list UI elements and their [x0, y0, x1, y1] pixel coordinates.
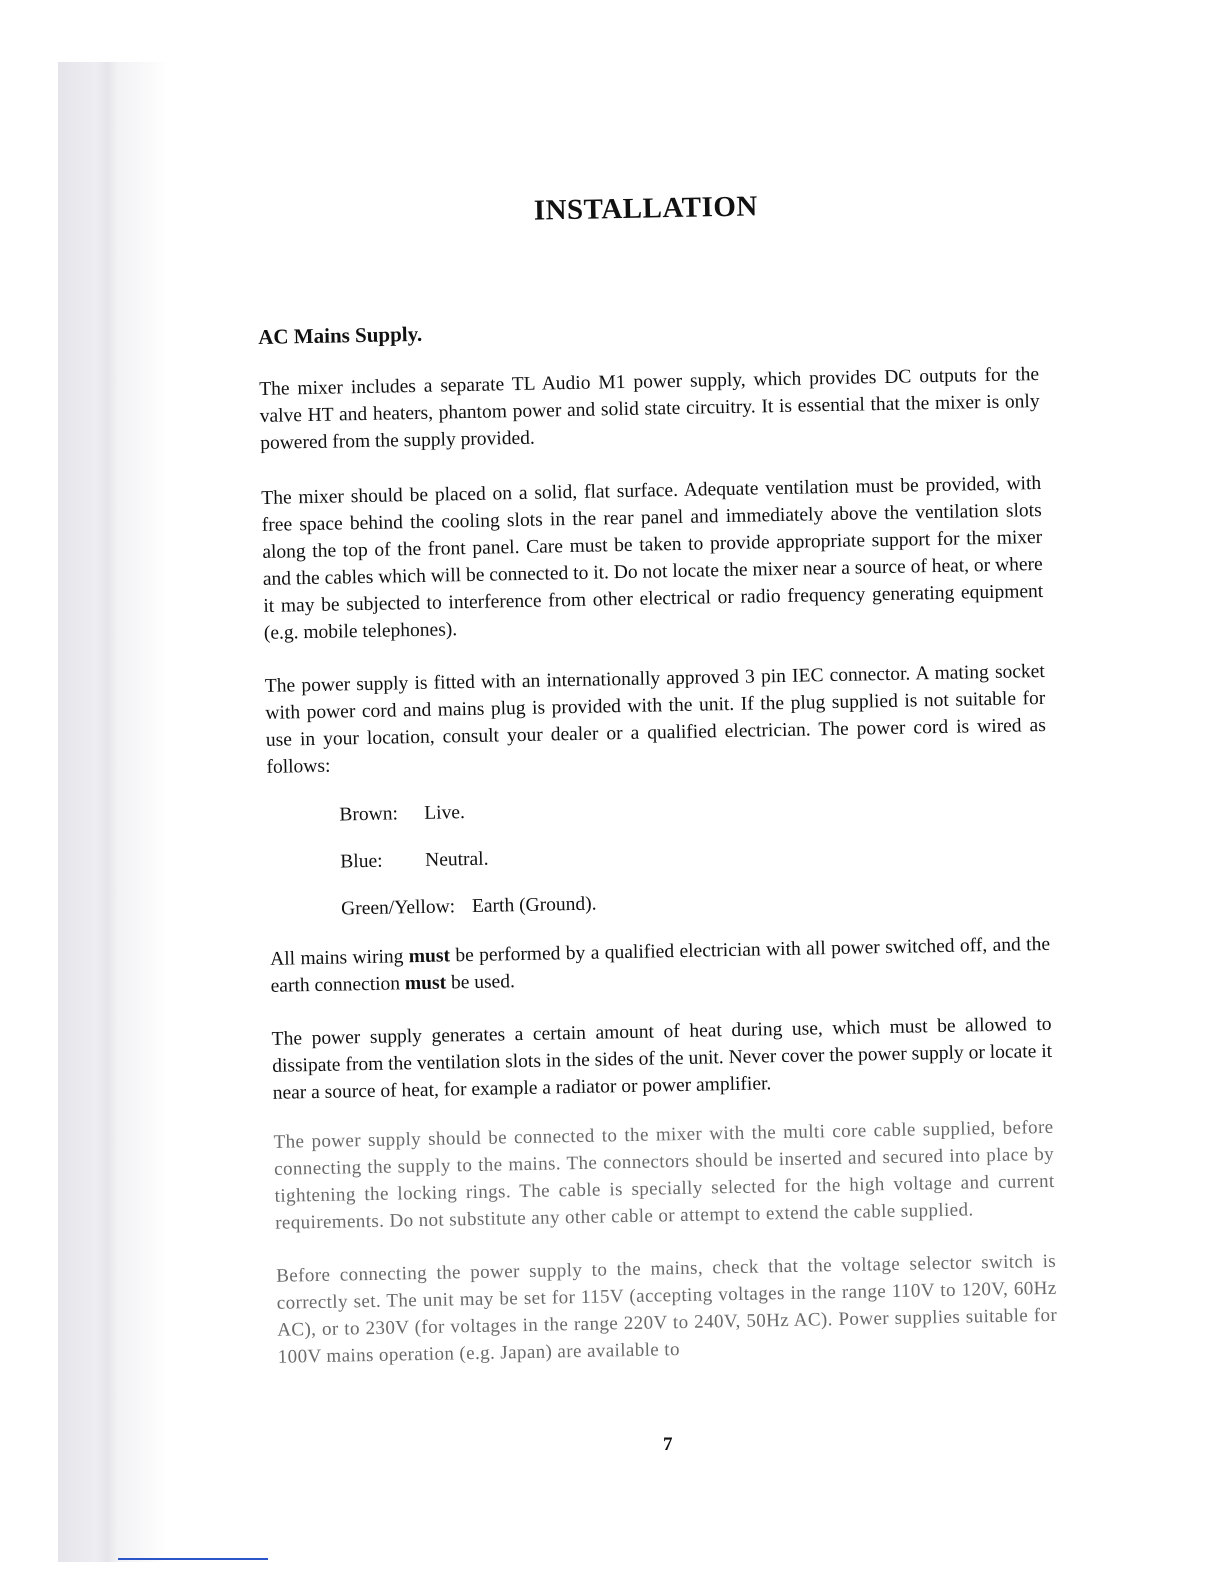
- warning-emphasis: must: [408, 945, 451, 968]
- wiring-row: [339, 788, 1047, 829]
- paragraph-placement: The mixer should be placed on a solid, flat surface. Adequate ventilation must be provided, with free space behind the cooling slots in the rear panel and immediately above the ventilation slots along the top of the front panel. Care must be taken to provide appropriate support for the mixer and the cables which will be connected to it. Do not locate the mixer near a source of heat, or where it may be subjected to interference from other electrical or radio frequency generating equipment (e.g. mobile telephones).: [261, 472, 1044, 644]
- wire-color-label: Green/Yellow:: [341, 896, 456, 920]
- bottom-rule: [118, 1558, 268, 1560]
- paragraph-mains-wiring-warning: [270, 931, 1051, 1000]
- paragraph-iec-connector: The power supply is fitted with an internationally approved 3 pin IEC connector. A mating socket with power cord and mains plug is provided with the unit. If the plug supplied is not suitable for use in your location, consult your dealer or a qualified electrician. The power cord is wired as follows:: [264, 660, 1047, 778]
- warning-text: be performed by a qualified electrician with all power switched off, and the earth connection: [270, 933, 1051, 997]
- warning-text: All mains wiring: [269, 946, 410, 970]
- wire-color-label: Brown:: [339, 803, 399, 826]
- wire-color-label: Blue:: [340, 850, 383, 873]
- paragraph-heat-dissipation: The power supply generates a certain amount of heat during use, which must be allowed to dissipate from the ventilation slots in the sides of the unit. Never cover the power supply or locate it near a source of heat, for example a radiator or power amplifier.: [271, 1013, 1053, 1104]
- paragraph-multicore-cable: The power supply should be connected to the mixer with the multi core cable supplied, before connecting the supply to the mains. The connectors should be inserted and secured into place by tightening the locking rings. The cable is specially selected for the high voltage and current requirements. Do not substitute any other cable or attempt to extend the cable supplied.: [273, 1116, 1055, 1234]
- section-heading: AC Mains Supply.: [257, 321, 423, 349]
- warning-emphasis: must: [404, 972, 447, 995]
- wiring-row: [340, 835, 1048, 876]
- page-number: 7: [663, 1434, 673, 1455]
- page-title: INSTALLATION: [533, 190, 759, 227]
- paragraph-voltage-selector: Before connecting the power supply to the mains, check that the voltage selector switch is correctly set. The unit may be set for 115V (accepting voltages in the range 110V to 120V, 60Hz AC), or to 230V (for voltages in the range 220V to 240V, 50Hz AC). Power supplies suitable for 100V mains operation (e.g. Japan) are available to: [276, 1250, 1058, 1368]
- wiring-list: [339, 788, 1049, 923]
- warning-text: be used.: [445, 971, 516, 994]
- paragraph-power-supply-intro: The mixer includes a separate TL Audio M1 power supply, which provides DC outputs for the valve HT and heaters, phantom power and solid state circuitry. It is essential that the mixer is only powered from the supply provided.: [259, 363, 1040, 454]
- wire-meaning: Earth (Ground).: [471, 893, 597, 917]
- wiring-row: [341, 882, 1049, 923]
- wire-meaning: Neutral.: [424, 848, 489, 871]
- page-content: [255, 155, 1058, 1371]
- binding-edge: [96, 62, 118, 1562]
- wire-meaning: Live.: [424, 802, 466, 824]
